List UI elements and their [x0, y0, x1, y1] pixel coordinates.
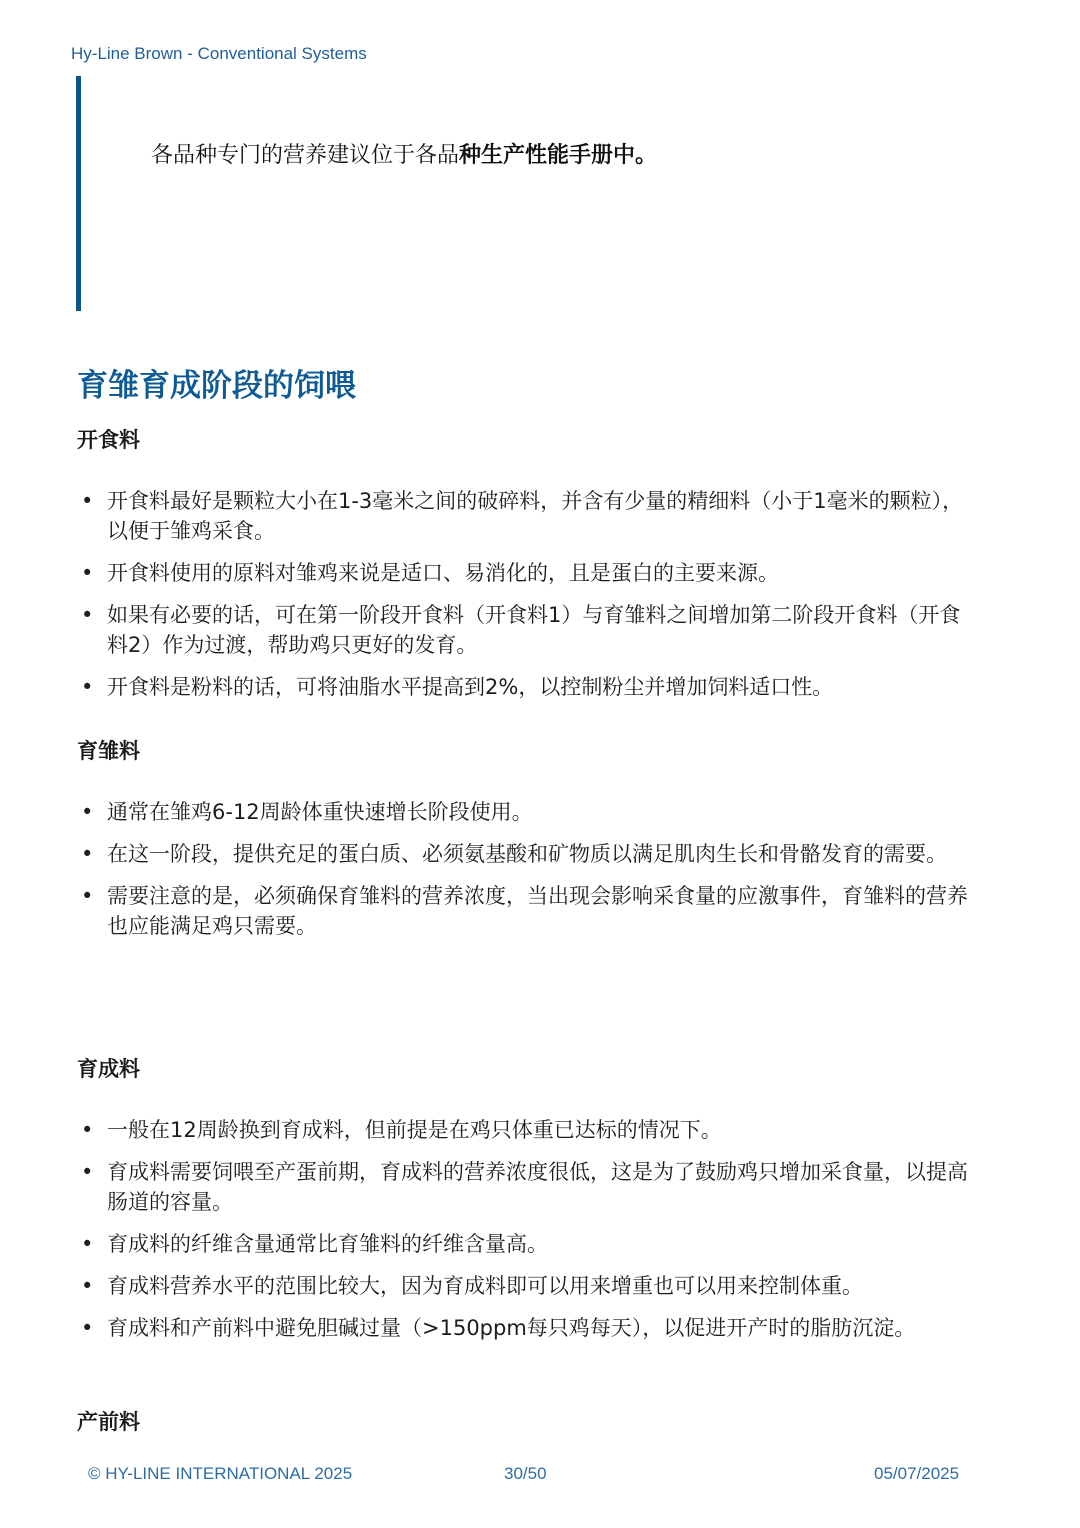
- footer-date: 05/07/2025: [874, 1464, 960, 1483]
- bullet-icon: •: [81, 603, 94, 627]
- list-item: • 育成料的纤维含量通常比育雏料的纤维含量高。: [77, 1229, 977, 1259]
- running-header: Hy-Line Brown - Conventional Systems: [71, 44, 367, 63]
- bullet-icon: •: [81, 1232, 94, 1256]
- list-item: • 开食料使用的原料对雏鸡来说是适口、易消化的，且是蛋白的主要来源。: [77, 558, 977, 588]
- bullet-icon: •: [81, 842, 94, 866]
- grower-heading: 育雏料: [77, 739, 140, 763]
- footer-copyright: © HY-LINE INTERNATIONAL 2025: [88, 1464, 353, 1483]
- bullet-icon: •: [81, 1316, 94, 1340]
- list-item: • 育成料需要饲喂至产蛋前期，育成料的营养浓度很低，这是为了鼓励鸡只增加采食量，以提高肠道的容量。: [77, 1157, 977, 1217]
- list-item: • 如果有必要的话，可在第一阶段开食料（开食料1）与育雏料之间增加第二阶段开食料（开食料2）作为过渡，帮助鸡只更好的发育。: [77, 600, 977, 660]
- bullet-icon: •: [81, 489, 94, 513]
- grower-list: [77, 797, 977, 953]
- bullet-icon: •: [81, 1118, 94, 1142]
- starter-heading: 开食料: [77, 428, 140, 452]
- bullet-icon: •: [81, 800, 94, 824]
- callout-accent-bar: [76, 76, 81, 311]
- callout-text: [151, 138, 657, 169]
- section-title: 育雏育成阶段的饲喂: [77, 368, 356, 404]
- bullet-icon: •: [81, 1274, 94, 1298]
- list-item: • 一般在12周龄换到育成料，但前提是在鸡只体重已达标的情况下。: [77, 1115, 977, 1145]
- developer-list: [77, 1115, 977, 1355]
- bullet-icon: •: [81, 561, 94, 585]
- list-item: • 开食料是粉料的话，可将油脂水平提高到2%，以控制粉尘并增加饲料适口性。: [77, 672, 977, 702]
- footer-page-number: 30/50: [504, 1464, 547, 1483]
- list-item: • 需要注意的是，必须确保育雏料的营养浓度，当出现会影响采食量的应激事件，育雏料的营养也应能满足鸡只需要。: [77, 881, 977, 941]
- list-item: • 在这一阶段，提供充足的蛋白质、必须氨基酸和矿物质以满足肌肉生长和骨骼发育的需要。: [77, 839, 977, 869]
- prelay-heading: 产前料: [77, 1410, 140, 1434]
- list-item: • 通常在雏鸡6-12周龄体重快速增长阶段使用。: [77, 797, 977, 827]
- list-item: • 育成料营养水平的范围比较大，因为育成料即可以用来增重也可以用来控制体重。: [77, 1271, 977, 1301]
- starter-list: [77, 486, 977, 714]
- list-item: • 开食料最好是颗粒大小在1-3毫米之间的破碎料，并含有少量的精细料（小于1毫米的颗粒），以便于雏鸡采食。: [77, 486, 977, 546]
- note-callout: [76, 76, 976, 311]
- list-item: • 育成料和产前料中避免胆碱过量（>150ppm每只鸡每天），以促进开产时的脂肪沉淀。: [77, 1313, 977, 1343]
- bullet-icon: •: [81, 884, 94, 908]
- developer-heading: 育成料: [77, 1057, 140, 1081]
- callout-text-bold: 种生产性能手册中。: [459, 143, 658, 168]
- bullet-icon: •: [81, 675, 94, 699]
- callout-text-regular: 各品种专门的营养建议位于各品: [151, 143, 460, 168]
- bullet-icon: •: [81, 1160, 94, 1184]
